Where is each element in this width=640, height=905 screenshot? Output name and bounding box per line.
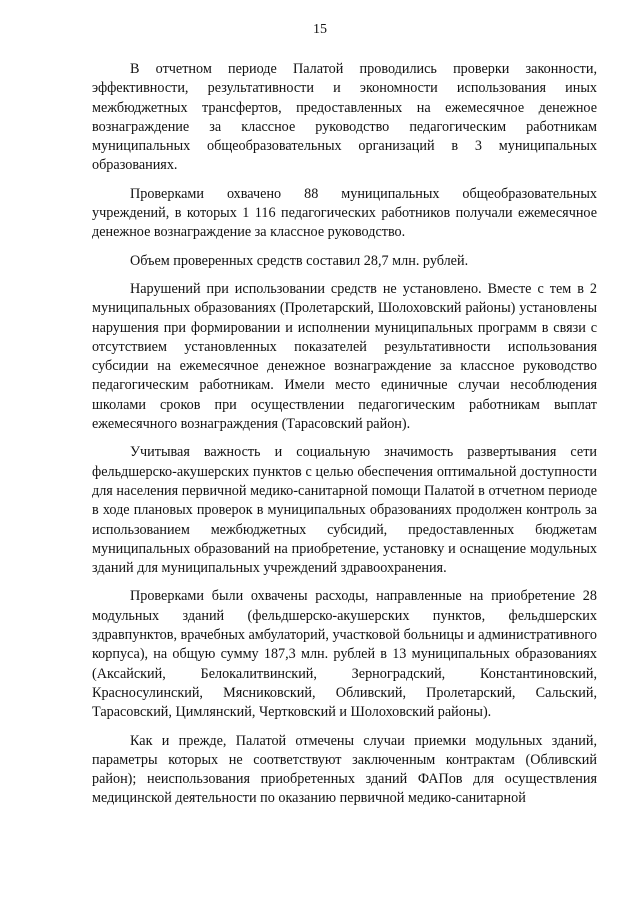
paragraph-acceptance-cases: Как и прежде, Палатой отмечены случаи приемки модульных зданий, параметры которых не соответствуют заключенным контрактам (Обливский район); неиспользования приобретенных зданий ФАПов для осуществления медицинской деятельности по оказанию первичной медико-санитарной — [92, 732, 597, 807]
paragraph-funds-volume: Объем проверенных средств составил 28,7 млн. рублей. — [130, 252, 469, 269]
paragraph-modular-buildings: Проверками были охвачены расходы, направленные на приобретение 28 модульных зданий (фельдшерско-акушерских пунктов, фельдшерских здравпунктов, врачебных амбулаторий, участковой больницы и административного корпуса), на общую сумму 187,3 млн. рублей в 13 муниципальных образованиях (Аксайский, Белокалитвинский, Зерноградский, Константиновский, Красносулинский, Мясниковский, Обливский, Пролетарский, Сальский, Тарасовский, Цимлянский, Чертковский и Шолоховский районы). — [92, 588, 597, 721]
paragraph-transfers-intro: В отчетном периоде Палатой проводились проверки законности, эффективности, результативности и экономности использования иных межбюджетных трансфертов, предоставленных на ежемесячное денежное вознаграждение за классное руководство педагогическим работникам муниципальных общеобразовательных организаций в 3 муниципальных образованиях. — [92, 61, 597, 174]
paragraph-medical-network: Учитывая важность и социальную значимость развертывания сети фельдшерско-акушерских пунктов с целью обеспечения оптимальной доступности для населения первичной медико-санитарной помощи Палатой в отчетном периоде в ходе плановых проверок в муниципальных образованиях продолжен контроль за использованием межбюджетных субсидий, предоставленных бюджетам муниципальных образований на приобретение, установку и оснащение модульных зданий для муниципальных учреждений здравоохранения. — [92, 444, 597, 577]
page-number: 15 — [313, 22, 327, 37]
paragraph-schools-covered: Проверками охвачено 88 муниципальных общеобразовательных учреждений, в которых 1 116 педагогических работников получали ежемесячное денежное вознаграждение за классное руководство. — [92, 185, 597, 241]
paragraph-violations: Нарушений при использовании средств не установлено. Вместе с тем в 2 муниципальных образованиях (Пролетарский, Шолоховский районы) установлены нарушения при формировании и исполнении муниципальных программ в связи с отсутствием установленных показателей результативности использования субсидии на ежемесячное денежное вознаграждение за классное руководство педагогическим работникам. Имели место единичные случаи несоблюдения школами сроков при осуществлении педагогическим работникам выплат ежемесячного вознаграждения (Тарасовский район). — [92, 280, 597, 433]
document-body — [92, 60, 597, 818]
